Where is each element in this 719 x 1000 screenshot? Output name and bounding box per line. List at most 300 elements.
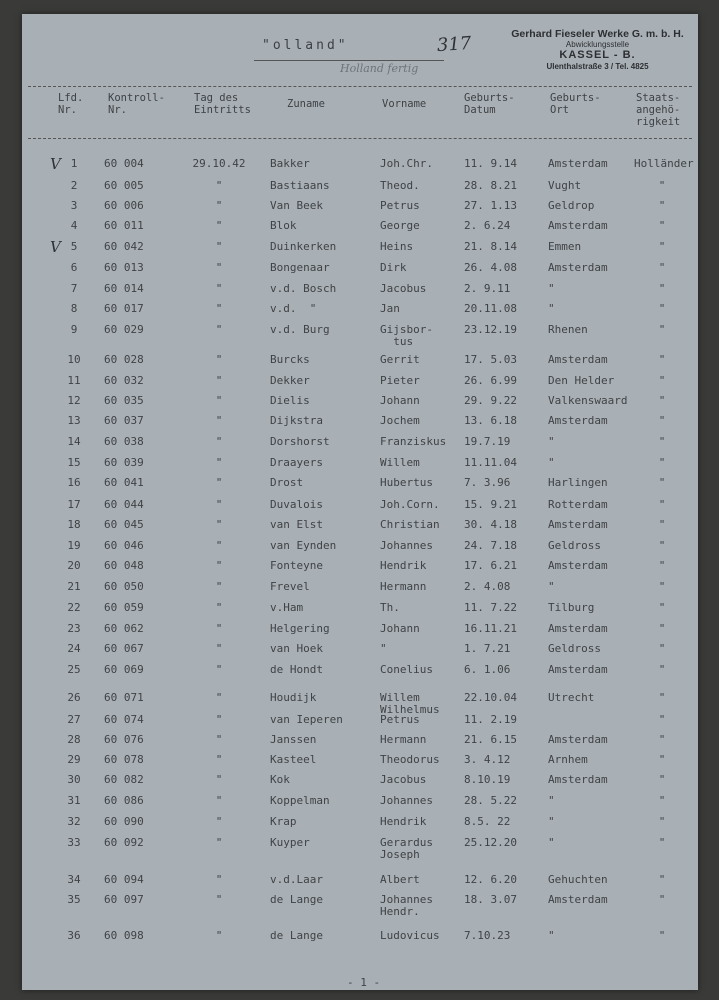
cell-tag: " — [215, 394, 223, 407]
cell-kontroll: 60 086 — [104, 794, 144, 807]
cell-staat: " — [658, 929, 666, 942]
cell-tag: " — [215, 261, 223, 274]
cell-zuname: v.d. Burg — [270, 323, 330, 336]
cell-tag: " — [215, 282, 223, 295]
header-zuname: Zuname — [287, 98, 325, 110]
cell-zuname: v.Ham — [270, 601, 304, 614]
stamp-line-4: Ulenthalstraße 3 / Tel. 4825 — [546, 61, 649, 71]
cell-datum: 24. 7.18 — [464, 539, 517, 552]
cell-staat: " — [658, 622, 666, 635]
cell-datum: 2. 4.08 — [464, 580, 511, 593]
cell-staat: " — [658, 836, 666, 849]
cell-kontroll: 60 045 — [104, 518, 144, 531]
cell-vorname: Johann — [380, 394, 420, 407]
cell-datum: 11.11.04 — [464, 456, 517, 469]
cell-tag: " — [215, 240, 223, 253]
cell-vorname: Gerardus Joseph — [380, 836, 433, 861]
cell-datum: 11. 7.22 — [464, 601, 517, 614]
table-row — [22, 283, 698, 303]
cell-lfd: 5 — [70, 240, 78, 253]
cell-ort: " — [548, 580, 555, 593]
cell-tag: " — [215, 219, 223, 232]
table-row — [22, 519, 698, 539]
cell-kontroll: 60 039 — [104, 456, 144, 469]
cell-staat: " — [658, 261, 666, 274]
cell-zuname: Kok — [270, 773, 290, 786]
cell-kontroll: 60 098 — [104, 929, 144, 942]
document-sheet — [22, 14, 698, 990]
cell-zuname: Krap — [270, 815, 297, 828]
cell-tag: " — [215, 323, 223, 336]
cell-ort: Vught — [548, 179, 582, 192]
cell-zuname: van Ieperen — [270, 713, 343, 726]
cell-ort: Emmen — [548, 240, 582, 253]
cell-vorname: Jacobus — [380, 282, 427, 295]
cell-lfd: 19 — [67, 539, 81, 552]
table-row — [22, 200, 698, 220]
cell-ort: Amsterdam — [548, 261, 608, 274]
cell-zuname: Burcks — [270, 353, 310, 366]
cell-zuname: Blok — [270, 219, 297, 232]
cell-lfd: 27 — [67, 713, 81, 726]
cell-tag: " — [215, 622, 223, 635]
cell-ort: Amsterdam — [548, 622, 608, 635]
cell-ort: Geldross — [548, 642, 601, 655]
cell-ort: " — [548, 815, 555, 828]
cell-tag: " — [215, 893, 223, 906]
cell-zuname: van Eynden — [270, 539, 337, 552]
cell-staat: " — [658, 691, 666, 704]
cell-ort: Amsterdam — [548, 773, 608, 786]
cell-lfd: 28 — [67, 733, 81, 746]
cell-lfd: 20 — [67, 559, 81, 572]
table-row — [22, 155, 698, 178]
cell-staat: " — [658, 733, 666, 746]
cell-tag: " — [215, 435, 223, 448]
cell-datum: 23.12.19 — [464, 323, 517, 336]
cell-tag: " — [215, 456, 223, 469]
cell-tag: " — [215, 663, 223, 676]
cell-staat: " — [658, 456, 666, 469]
cell-staat: " — [658, 414, 666, 427]
cell-datum: 8.5. 22 — [464, 815, 511, 828]
cell-kontroll: 60 014 — [104, 282, 144, 295]
cell-zuname: v.d. " — [270, 302, 317, 315]
cell-datum: 30. 4.18 — [464, 518, 517, 531]
page-number: - 1 - — [347, 976, 381, 989]
cell-lfd: 25 — [67, 663, 81, 676]
cell-vorname: Hendrik — [380, 559, 427, 572]
cell-kontroll: 60 071 — [104, 691, 144, 704]
cell-zuname: v.d. Bosch — [270, 282, 337, 295]
cell-staat: " — [658, 815, 666, 828]
cell-zuname: de Lange — [270, 893, 323, 906]
cell-tag: " — [215, 179, 223, 192]
cell-lfd: 2 — [70, 179, 78, 192]
cell-ort: Den Helder — [548, 374, 615, 387]
cell-tag: " — [215, 713, 223, 726]
cell-vorname: Dirk — [380, 261, 407, 274]
cell-vorname: Pieter — [380, 374, 420, 387]
cell-vorname: Christian — [380, 518, 440, 531]
cell-lfd: 13 — [67, 414, 81, 427]
cell-vorname: Hubertus — [380, 476, 433, 489]
cell-staat: " — [658, 713, 666, 726]
cell-staat: " — [658, 199, 666, 212]
cell-tag: " — [215, 873, 223, 886]
cell-ort: Amsterdam — [548, 893, 608, 906]
cell-ort: Amsterdam — [548, 219, 608, 232]
cell-lfd: 24 — [67, 642, 81, 655]
cell-tag: " — [215, 374, 223, 387]
cell-ort: " — [548, 302, 555, 315]
table-row — [22, 354, 698, 374]
header-datum: Geburts- Datum — [464, 92, 515, 116]
cell-tag: " — [215, 353, 223, 366]
cell-staat: " — [658, 179, 666, 192]
cell-ort: Amsterdam — [548, 663, 608, 676]
cell-tag: " — [215, 733, 223, 746]
cell-kontroll: 60 059 — [104, 601, 144, 614]
cell-staat: Holländer — [634, 157, 694, 170]
cell-ort: Rhenen — [548, 323, 588, 336]
cell-vorname: Johannes Hendr. — [380, 893, 433, 918]
cell-lfd: 30 — [67, 773, 81, 786]
cell-staat: " — [658, 580, 666, 593]
cell-lfd: 7 — [70, 282, 78, 295]
cell-lfd: 29 — [67, 753, 81, 766]
cell-staat: " — [658, 753, 666, 766]
cell-staat: " — [658, 302, 666, 315]
cell-kontroll: 60 069 — [104, 663, 144, 676]
cell-zuname: Janssen — [270, 733, 317, 746]
check-mark: V — [50, 238, 61, 256]
table-row — [22, 664, 698, 684]
cell-vorname: Theodorus — [380, 753, 440, 766]
cell-ort: Gehuchten — [548, 873, 608, 886]
cell-kontroll: 60 082 — [104, 773, 144, 786]
cell-zuname: Duvalois — [270, 498, 323, 511]
table-row — [22, 323, 698, 348]
table-row — [22, 893, 698, 918]
cell-datum: 8.10.19 — [464, 773, 511, 786]
cell-vorname: Joh.Chr. — [380, 157, 433, 170]
cell-lfd: 14 — [67, 435, 81, 448]
cell-lfd: 11 — [67, 374, 81, 387]
cell-datum: 16.11.21 — [464, 622, 517, 635]
table-row — [22, 754, 698, 774]
table-row — [22, 540, 698, 560]
cell-zuname: Kasteel — [270, 753, 317, 766]
table-row — [22, 499, 698, 519]
table-row — [22, 220, 698, 240]
cell-vorname: Joh.Corn. — [380, 498, 440, 511]
cell-staat: " — [658, 394, 666, 407]
cell-zuname: Bakker — [270, 157, 310, 170]
cell-vorname: Petrus — [380, 199, 420, 212]
cell-zuname: de Hondt — [270, 663, 323, 676]
table-row — [22, 415, 698, 435]
cell-vorname: Hermann — [380, 580, 427, 593]
cell-vorname: Ludovicus — [380, 929, 440, 942]
cell-vorname: Willem Wilhelmus — [380, 691, 440, 716]
cell-datum: 29. 9.22 — [464, 394, 517, 407]
cell-kontroll: 60 005 — [104, 179, 144, 192]
cell-lfd: 23 — [67, 622, 81, 635]
cell-datum: 18. 3.07 — [464, 893, 517, 906]
cell-tag: 29.10.42 — [192, 157, 246, 170]
table-row — [22, 238, 698, 261]
cell-lfd: 32 — [67, 815, 81, 828]
header-rule-bottom — [28, 138, 692, 139]
cell-kontroll: 60 067 — [104, 642, 144, 655]
cell-lfd: 34 — [67, 873, 81, 886]
cell-staat: " — [658, 642, 666, 655]
table-row — [22, 375, 698, 395]
table-row — [22, 303, 698, 323]
cell-tag: " — [215, 794, 223, 807]
cell-staat: " — [658, 794, 666, 807]
cell-vorname: Hermann — [380, 733, 427, 746]
header-rule-top — [28, 86, 692, 87]
cell-staat: " — [658, 773, 666, 786]
cell-zuname: van Elst — [270, 518, 323, 531]
table-row — [22, 643, 698, 663]
cell-lfd: 15 — [67, 456, 81, 469]
cell-zuname: Dielis — [270, 394, 310, 407]
cell-vorname: Jochem — [380, 414, 420, 427]
cell-datum: 7. 3.96 — [464, 476, 511, 489]
cell-zuname: Drost — [270, 476, 304, 489]
cell-datum: 2. 9.11 — [464, 282, 511, 295]
cell-staat: " — [658, 601, 666, 614]
cell-tag: " — [215, 414, 223, 427]
cell-ort: " — [548, 282, 555, 295]
cell-kontroll: 60 097 — [104, 893, 144, 906]
cell-datum: 7.10.23 — [464, 929, 511, 942]
cell-zuname: v.d.Laar — [270, 873, 323, 886]
table-row — [22, 477, 698, 497]
cell-staat: " — [658, 893, 666, 906]
cell-ort: " — [548, 836, 555, 849]
cell-zuname: Kuyper — [270, 836, 310, 849]
cell-vorname: Willem — [380, 456, 420, 469]
cell-ort: " — [548, 929, 555, 942]
cell-lfd: 8 — [70, 302, 78, 315]
check-mark: V — [50, 155, 61, 173]
cell-ort: Harlingen — [548, 476, 608, 489]
cell-ort: " — [548, 456, 555, 469]
cell-tag: " — [215, 691, 223, 704]
cell-datum: 27. 1.13 — [464, 199, 517, 212]
cell-staat: " — [658, 498, 666, 511]
cell-vorname: Petrus — [380, 713, 420, 726]
cell-lfd: 6 — [70, 261, 78, 274]
table-row — [22, 691, 698, 716]
cell-datum: 21. 8.14 — [464, 240, 517, 253]
cell-kontroll: 60 046 — [104, 539, 144, 552]
cell-lfd: 26 — [67, 691, 81, 704]
cell-staat: " — [658, 219, 666, 232]
cell-kontroll: 60 013 — [104, 261, 144, 274]
cell-ort: Amsterdam — [548, 733, 608, 746]
table-row — [22, 734, 698, 754]
cell-zuname: Houdijk — [270, 691, 317, 704]
cell-tag: " — [215, 642, 223, 655]
cell-kontroll: 60 011 — [104, 219, 144, 232]
cell-lfd: 3 — [70, 199, 78, 212]
cell-tag: " — [215, 753, 223, 766]
table-row — [22, 581, 698, 601]
cell-lfd: 33 — [67, 836, 81, 849]
table-row — [22, 816, 698, 836]
cell-staat: " — [658, 539, 666, 552]
cell-datum: 15. 9.21 — [464, 498, 517, 511]
cell-staat: " — [658, 282, 666, 295]
cell-tag: " — [215, 498, 223, 511]
table-row — [22, 262, 698, 282]
cell-zuname: Dorshorst — [270, 435, 330, 448]
table-row — [22, 395, 698, 415]
header-kontroll: Kontroll- Nr. — [108, 92, 165, 116]
cell-vorname: Albert — [380, 873, 420, 886]
cell-zuname: Bastiaans — [270, 179, 330, 192]
cell-kontroll: 60 044 — [104, 498, 144, 511]
cell-kontroll: 60 037 — [104, 414, 144, 427]
cell-datum: 2. 6.24 — [464, 219, 511, 232]
stamp-line-2: Abwicklungsstelle — [565, 40, 630, 50]
cell-lfd: 35 — [67, 893, 81, 906]
cell-lfd: 31 — [67, 794, 81, 807]
cell-zuname: Dijkstra — [270, 414, 323, 427]
company-stamp — [500, 28, 695, 71]
cell-staat: " — [658, 559, 666, 572]
table-row — [22, 602, 698, 622]
cell-vorname: Franziskus — [380, 435, 447, 448]
handwritten-number: 317 — [436, 32, 473, 57]
cell-kontroll: 60 050 — [104, 580, 144, 593]
cell-vorname: Th. — [380, 601, 400, 614]
cell-tag: " — [215, 476, 223, 489]
cell-lfd: 21 — [67, 580, 81, 593]
cell-kontroll: 60 029 — [104, 323, 144, 336]
cell-tag: " — [215, 601, 223, 614]
cell-datum: 26. 4.08 — [464, 261, 517, 274]
cell-tag: " — [215, 518, 223, 531]
cell-datum: 19.7.19 — [464, 435, 511, 448]
cell-zuname: Frevel — [270, 580, 310, 593]
cell-vorname: " — [380, 642, 387, 655]
cell-datum: 13. 6.18 — [464, 414, 517, 427]
cell-zuname: Draayers — [270, 456, 323, 469]
cell-vorname: Theod. — [380, 179, 420, 192]
cell-vorname: Gijsbor- tus — [380, 323, 433, 348]
cell-staat: " — [658, 663, 666, 676]
cell-kontroll: 60 017 — [104, 302, 144, 315]
table-row — [22, 714, 698, 734]
cell-zuname: de Lange — [270, 929, 323, 942]
cell-vorname: Johannes — [380, 539, 433, 552]
stamp-line-3: KASSEL - B. — [559, 49, 636, 62]
cell-tag: " — [215, 815, 223, 828]
cell-ort: Valkenswaard — [548, 394, 628, 407]
cell-tag: " — [215, 559, 223, 572]
cell-datum: 11. 9.14 — [464, 157, 517, 170]
cell-ort: " — [548, 794, 555, 807]
cell-staat: " — [658, 374, 666, 387]
table-row — [22, 930, 698, 950]
cell-vorname: Conelius — [380, 663, 433, 676]
cell-vorname: George — [380, 219, 420, 232]
cell-staat: " — [658, 353, 666, 366]
cell-ort: Utrecht — [548, 691, 595, 704]
cell-tag: " — [215, 836, 223, 849]
cell-datum: 28. 8.21 — [464, 179, 517, 192]
cell-vorname: Johann — [380, 622, 420, 635]
cell-datum: 11. 2.19 — [464, 713, 517, 726]
cell-kontroll: 60 032 — [104, 374, 144, 387]
cell-datum: 12. 6.20 — [464, 873, 517, 886]
cell-kontroll: 60 038 — [104, 435, 144, 448]
cell-zuname: Van Beek — [270, 199, 323, 212]
cell-datum: 17. 5.03 — [464, 353, 517, 366]
cell-zuname: Helgering — [270, 622, 330, 635]
cell-tag: " — [215, 539, 223, 552]
cell-lfd: 36 — [67, 929, 81, 942]
title-strike-note: Holland fertig — [340, 62, 419, 75]
table-row — [22, 560, 698, 580]
cell-datum: 22.10.04 — [464, 691, 517, 704]
cell-ort: Amsterdam — [548, 559, 608, 572]
cell-zuname: Fonteyne — [270, 559, 323, 572]
cell-kontroll: 60 004 — [104, 157, 144, 170]
cell-ort: Amsterdam — [548, 518, 608, 531]
cell-zuname: Koppelman — [270, 794, 330, 807]
cell-ort: Rotterdam — [548, 498, 608, 511]
cell-kontroll: 60 035 — [104, 394, 144, 407]
cell-ort: Amsterdam — [548, 414, 608, 427]
cell-datum: 26. 6.99 — [464, 374, 517, 387]
cell-datum: 28. 5.22 — [464, 794, 517, 807]
cell-kontroll: 60 074 — [104, 713, 144, 726]
cell-lfd: 12 — [67, 394, 81, 407]
cell-zuname: van Hoek — [270, 642, 323, 655]
cell-datum: 6. 1.06 — [464, 663, 511, 676]
cell-lfd: 1 — [70, 157, 78, 170]
cell-zuname: Dekker — [270, 374, 310, 387]
cell-vorname: Hendrik — [380, 815, 427, 828]
cell-datum: 3. 4.12 — [464, 753, 511, 766]
table-row — [22, 623, 698, 643]
cell-kontroll: 60 078 — [104, 753, 144, 766]
cell-staat: " — [658, 476, 666, 489]
cell-kontroll: 60 028 — [104, 353, 144, 366]
document-title: "olland" — [262, 38, 349, 53]
cell-datum: 1. 7.21 — [464, 642, 511, 655]
cell-vorname: Jan — [380, 302, 400, 315]
cell-staat: " — [658, 240, 666, 253]
cell-kontroll: 60 006 — [104, 199, 144, 212]
cell-kontroll: 60 042 — [104, 240, 144, 253]
cell-ort: Geldrop — [548, 199, 595, 212]
cell-datum: 25.12.20 — [464, 836, 517, 849]
header-tag: Tag des Eintritts — [194, 92, 251, 116]
cell-ort: Geldross — [548, 539, 601, 552]
table-row — [22, 436, 698, 456]
cell-kontroll: 60 062 — [104, 622, 144, 635]
cell-kontroll: 60 092 — [104, 836, 144, 849]
cell-tag: " — [215, 580, 223, 593]
